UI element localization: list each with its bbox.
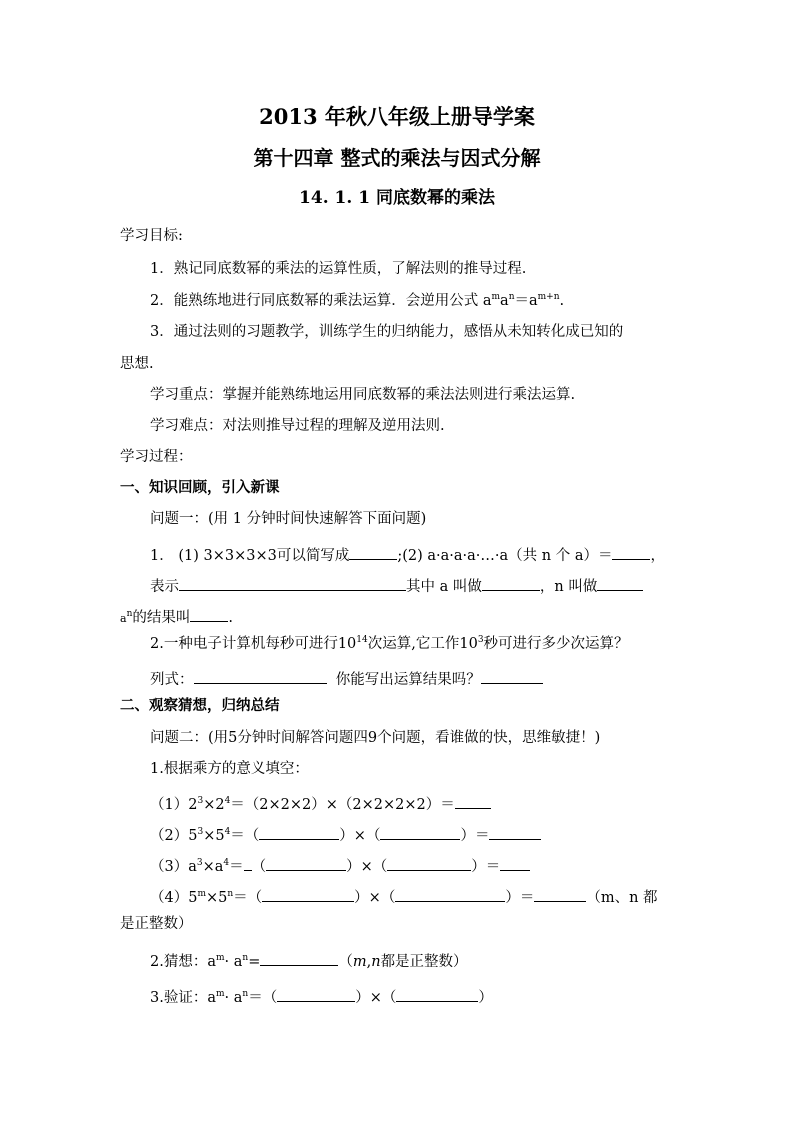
verify-line — [150, 986, 493, 1006]
fill-intro: 1.根据乘方的意义填空： — [150, 761, 309, 777]
question-text: ×5 — [206, 890, 228, 906]
question-text: ;(2) a·a·a·a·…·a（共 n 个 a）＝ — [397, 548, 613, 564]
question-text: 3.验证：a — [150, 990, 216, 1006]
question-text: . — [228, 610, 233, 626]
objective-2 — [150, 294, 564, 309]
question-text: · a — [224, 954, 243, 970]
fill-item-4 — [150, 886, 658, 906]
question-text: ×2 — [203, 797, 225, 813]
superscript: 14 — [356, 635, 368, 645]
superscript: 3 — [196, 858, 203, 868]
superscript: 4 — [224, 827, 231, 837]
question-text: a — [120, 612, 127, 625]
question-text: m — [352, 954, 367, 970]
question-text: 都是正整数） — [380, 954, 468, 970]
question1-line1 — [150, 544, 665, 564]
question-text: , — [366, 954, 372, 970]
answer-blank[interactable] — [500, 855, 530, 871]
question-text: ＝（ — [233, 890, 263, 906]
question-text: n — [371, 954, 381, 970]
question-text: （1）2 — [150, 797, 198, 813]
objectives-heading: 学习目标: — [120, 228, 183, 244]
answer-blank[interactable] — [259, 824, 339, 840]
question2-intro: 问题二：(用5分钟时间解答问题四9个问题，看谁做的快，思维敏捷！) — [150, 730, 601, 746]
question-text: ）＝ — [471, 859, 501, 875]
guess-line — [150, 950, 468, 970]
question-text: ＝（2×2×2）×（2×2×2×2）＝ — [230, 797, 455, 813]
superscript: m — [197, 889, 206, 899]
question-text: · a — [224, 990, 243, 1006]
superscript: 4 — [224, 796, 231, 806]
question-text: 次运算,它工作10 — [367, 636, 478, 652]
answer-blank[interactable] — [395, 886, 505, 902]
answer-blank[interactable] — [396, 986, 478, 1002]
answer-blank[interactable] — [387, 855, 471, 871]
question1-part2 — [150, 637, 629, 652]
question-text: （3）a — [150, 859, 197, 875]
question1-line3 — [120, 606, 233, 626]
question-text: ） — [478, 990, 493, 1006]
superscript: n — [126, 609, 133, 619]
question-text: ＝ — [229, 859, 244, 875]
question-text: （m、n 都 — [586, 890, 658, 906]
page-title: 2013 年秋八年级上册导学案 — [259, 104, 535, 129]
question-text: = — [248, 954, 261, 970]
answer-blank[interactable] — [260, 950, 338, 966]
question-text: ， — [650, 548, 665, 564]
question-text: ）×（ — [346, 859, 388, 875]
fill-item-3 — [150, 855, 530, 875]
objective-1: 1．熟记同底数幂的乘法的运算性质，了解法则的推导过程. — [150, 261, 527, 277]
superscript: m — [491, 292, 501, 302]
superscript: 4 — [223, 858, 230, 868]
part2-heading: 二、观察猜想，归纳总结 — [120, 697, 280, 714]
superscript: n — [227, 889, 234, 899]
question-text: ）＝ — [505, 890, 535, 906]
part1-heading: 一、知识回顾，引入新课 — [120, 479, 280, 496]
objective-2-text: . — [559, 293, 565, 309]
fill-item-2 — [150, 824, 541, 844]
answer-blank[interactable] — [489, 824, 541, 840]
answer-blank[interactable] — [194, 668, 327, 684]
fill-item-1 — [150, 793, 491, 813]
superscript: 3 — [197, 796, 204, 806]
superscript: 3 — [477, 635, 484, 645]
question-text: （ — [251, 859, 267, 875]
question-text: 2.猜想：a — [150, 954, 216, 970]
superscript: 3 — [197, 827, 204, 837]
question1-formula — [150, 668, 543, 688]
question-text: 秒可进行多少次运算？ — [483, 636, 629, 652]
process-heading: 学习过程： — [120, 449, 193, 465]
objective-2-text: 2．能熟练地进行同底数幂的乘法运算．会逆用公式 a — [150, 293, 492, 309]
answer-blank[interactable] — [190, 606, 228, 622]
question-text: 1． (1) 3×3×3×3可以简写成 — [150, 548, 350, 564]
superscript: n — [242, 989, 249, 999]
superscript: m — [215, 989, 225, 999]
question-text: 的结果叫 — [132, 610, 191, 626]
superscript: n — [508, 292, 515, 302]
answer-blank[interactable] — [597, 575, 643, 591]
objective-3-line1: 3．通过法则的习题教学，训练学生的归纳能力，感悟从未知转化成已知的 — [150, 324, 624, 340]
answer-blank[interactable] — [380, 824, 460, 840]
answer-blank[interactable] — [534, 886, 586, 902]
question-text: （ — [338, 954, 353, 970]
section-title: 14. 1. 1 同底数幂的乘法 — [299, 188, 495, 208]
answer-blank[interactable] — [277, 986, 355, 1002]
difficulty: 学习难点：对法则推导过程的理解及逆用法则. — [150, 418, 445, 434]
answer-blank[interactable] — [612, 544, 650, 560]
question-text: ）×（ — [355, 990, 397, 1006]
question1-line2 — [150, 575, 643, 595]
objective-3-line2: 思想. — [120, 356, 154, 372]
chapter-title: 第十四章 整式的乘法与因式分解 — [253, 146, 541, 170]
answer-blank[interactable] — [482, 575, 540, 591]
question-text: ）×（ — [354, 890, 396, 906]
question-text: ＝（ — [230, 828, 260, 844]
question-text: 其中 a 叫做 — [406, 579, 482, 595]
objective-2-text: a — [500, 293, 509, 309]
question-text: （2）5 — [150, 828, 198, 844]
answer-blank[interactable] — [349, 544, 397, 560]
objective-2-text: ＝a — [514, 293, 538, 309]
question-text: 列式： — [150, 672, 194, 688]
superscript: m — [215, 953, 225, 963]
question-text: ×a — [202, 859, 224, 875]
question-text: （4）5 — [150, 890, 198, 906]
key-point: 学习重点：掌握并能熟练地运用同底数幂的乘法法则进行乘法运算. — [150, 387, 576, 403]
question-text: 2.一种电子计算机每秒可进行10 — [150, 636, 357, 652]
answer-blank[interactable] — [244, 855, 252, 871]
question-text: ＝（ — [248, 990, 278, 1006]
question-text: ×5 — [203, 828, 225, 844]
answer-blank[interactable] — [266, 855, 346, 871]
question-text: ）×（ — [339, 828, 381, 844]
superscript: m+n — [537, 292, 560, 302]
answer-blank[interactable] — [455, 793, 491, 809]
question-text: 表示 — [150, 579, 179, 595]
answer-blank[interactable] — [481, 668, 543, 684]
question-text: ）＝ — [460, 828, 490, 844]
fill-item-4-line2: 是正整数） — [120, 916, 193, 932]
question-text: ，n 叫做 — [539, 579, 598, 595]
superscript: n — [242, 953, 249, 963]
question-text: 你能写出运算结果吗？ — [335, 672, 481, 688]
answer-blank[interactable] — [262, 886, 354, 902]
answer-blank[interactable] — [179, 575, 406, 591]
question1-intro: 问题一：(用 1 分钟时间快速解答下面问题) — [150, 511, 427, 527]
